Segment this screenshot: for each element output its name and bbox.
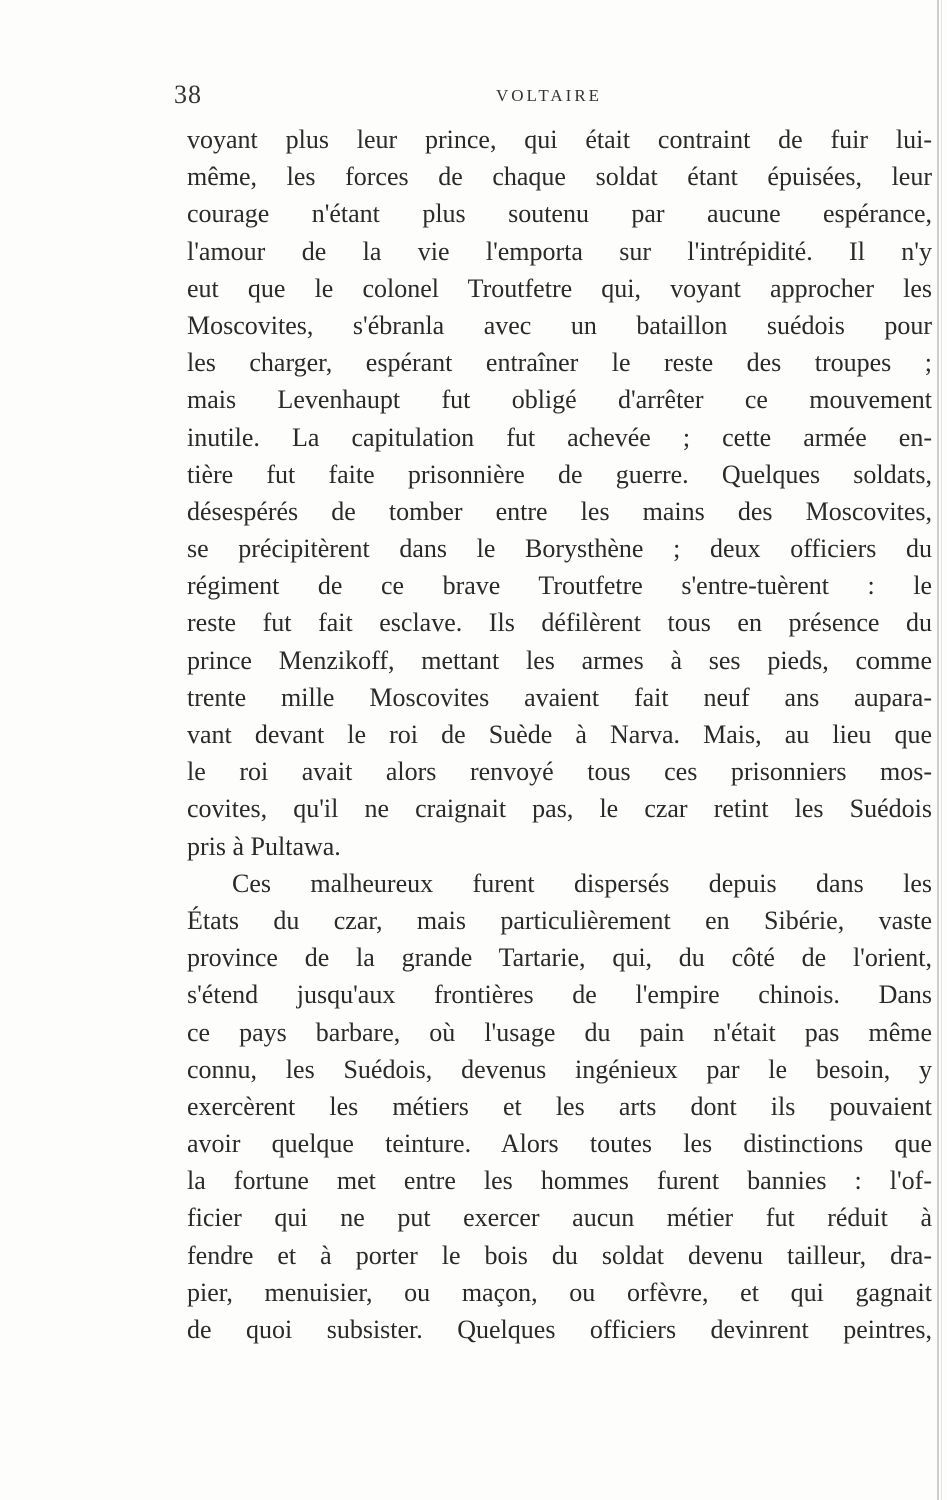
text-line: covites, qu'il ne craignait pas, le czar retint les Suédois [187,794,932,824]
text-line: États du czar, mais particulièrement en Sibérie, vaste [187,905,932,935]
text-line: régiment de ce brave Troutfetre s'entre-tuèrent : le [187,571,932,601]
text-line: courage n'étant plus soutenu par aucune espérance, [187,199,932,229]
text-line: s'étend jusqu'aux frontières de l'empire chinois. Dans [187,980,932,1010]
body-text [187,121,932,1348]
page-number: 38 [174,80,202,109]
text-line: la fortune met entre les hommes furent bannies : l'of- [187,1166,932,1196]
text-line: trente mille Moscovites avaient fait neuf ans aupara- [187,682,932,712]
text-line: ce pays barbare, où l'usage du pain n'était pas même [187,1017,932,1047]
text-line: reste fut fait esclave. Ils défilèrent tous en présence du [187,608,932,638]
text-line: vant devant le roi de Suède à Narva. Mais, au lieu que [187,720,932,749]
text-line: pier, menuisier, ou maçon, ou orfèvre, et qui gagnait [187,1277,932,1307]
text-line: mais Levenhaupt fut obligé d'arrêter ce mouvement [187,385,932,415]
text-line: tière fut faite prisonnière de guerre. Quelques soldats, [187,459,932,489]
page-edge-shadow [937,0,939,1500]
text-line: inutile. La capitulation fut achevée ; cette armée en- [187,422,932,452]
text-line: fendre et à porter le bois du soldat devenu tailleur, dra- [187,1240,932,1270]
text-line: province de la grande Tartarie, qui, du côté de l'orient, [187,943,932,973]
running-title: VOLTAIRE [496,86,603,105]
text-line: connu, les Suédois, devenus ingénieux par le besoin, y [187,1054,932,1084]
text-line: voyant plus leur prince, qui était contraint de fuir lui- [187,125,932,154]
paragraph-start-line: Ces malheureux furent dispersés depuis dans les [232,868,932,898]
text-line: de quoi subsister. Quelques officiers devinrent peintres, [187,1315,932,1344]
text-line: les charger, espérant entraîner le reste des troupes ; [187,348,932,378]
page-header [170,80,930,116]
text-line: exercèrent les métiers et les arts dont ils pouvaient [187,1091,932,1121]
text-line: eut que le colonel Troutfetre qui, voyant approcher les [187,273,932,303]
text-line: désespérés de tomber entre les mains des Moscovites, [187,496,932,526]
paragraph-end-line: pris à Pultawa. [187,831,341,861]
text-line: avoir quelque teinture. Alors toutes les distinctions que [187,1129,932,1159]
text-line: se précipitèrent dans le Borysthène ; deux officiers du [187,534,932,564]
text-line: même, les forces de chaque soldat étant épuisées, leur [187,162,932,192]
text-line: Moscovites, s'ébranla avec un bataillon suédois pour [187,310,932,340]
text-line: le roi avait alors renvoyé tous ces prisonniers mos- [187,757,932,787]
page-edge-line [941,0,942,1500]
text-line: l'amour de la vie l'emporta sur l'intrépidité. Il n'y [187,236,932,266]
text-line: prince Menzikoff, mettant les armes à ses pieds, comme [187,645,932,675]
text-line: ficier qui ne put exercer aucun métier fut réduit à [187,1203,932,1233]
